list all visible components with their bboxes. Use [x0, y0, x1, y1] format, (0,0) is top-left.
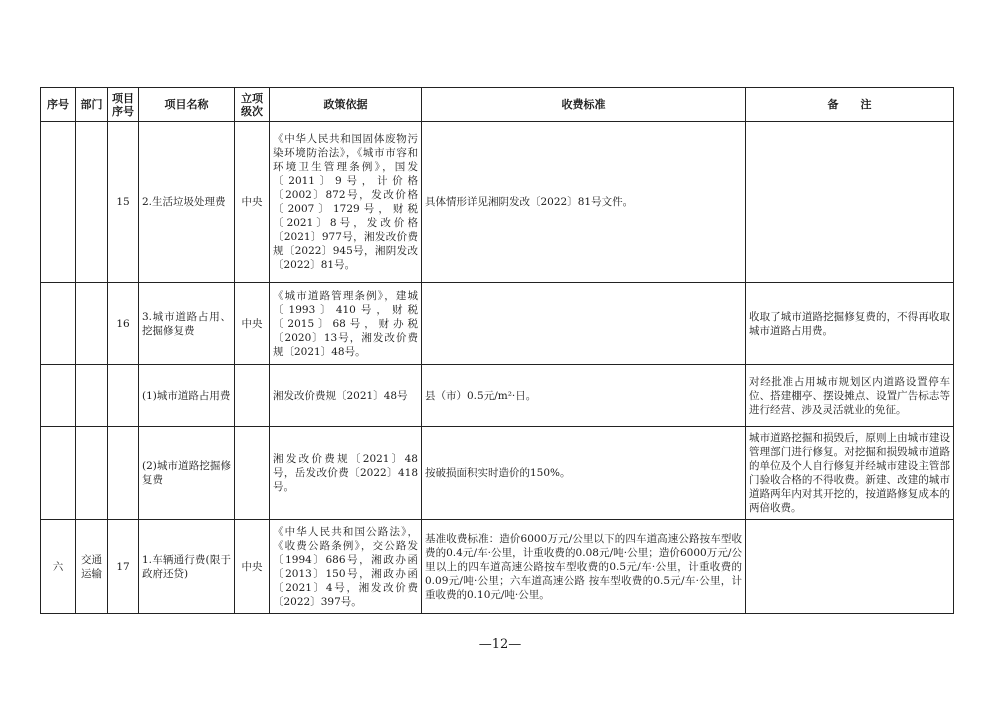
level-cell: [235, 365, 270, 427]
item-name-cell: (2)城市道路挖掘修复费: [139, 427, 235, 520]
remarks-cell: 收取了城市道路挖掘修复费的，不得再收取城市道路占用费。: [746, 283, 954, 365]
policy-cell: 湘发改价费规〔2021〕48号: [270, 365, 422, 427]
item-seq-cell: 16: [108, 283, 139, 365]
table-row: [41, 122, 954, 283]
table-row: [41, 427, 954, 520]
level-cell: 中央: [235, 520, 270, 614]
dept-cell: [76, 427, 108, 520]
remarks-cell: [746, 122, 954, 283]
header-remarks: 备 注: [746, 88, 954, 122]
header-policy: 政策依据: [270, 88, 422, 122]
fee-table: [40, 87, 954, 614]
remarks-cell: 城市道路挖掘和损毁后，原则上由城市建设管理部门进行修复。对挖掘和损毁城市道路的单位及个人自行修复并经城市建设主管部门验收合格的不得收费。新建、改建的城市道路两年内对其开挖的，按道路修复成本的两倍收费。: [746, 427, 954, 520]
item-seq-cell: [108, 427, 139, 520]
standard-cell: [422, 283, 746, 365]
standard-cell: 按破损面积实时造价的150%。: [422, 427, 746, 520]
seq-cell: [41, 283, 76, 365]
policy-cell: 《中华人民共和国公路法》，《收费公路条例》，交公路发〔1994〕686号，湘政办函〔2013〕150号，湘政办函〔2021〕4号，湘发改价费〔2022〕397号。: [270, 520, 422, 614]
level-cell: [235, 427, 270, 520]
level-cell: 中央: [235, 122, 270, 283]
table-row: [41, 520, 954, 614]
header-seq: 序号: [41, 88, 76, 122]
item-seq-cell: [108, 365, 139, 427]
header-level: 立项 级次: [235, 88, 270, 122]
header-standard: 收费标准: [422, 88, 746, 122]
standard-cell: 县（市）0.5元/m²·日。: [422, 365, 746, 427]
remarks-cell: 对经批准占用城市规划区内道路设置停车位、搭建棚亭、摆设摊点、设置广告标志等进行经营、涉及灵活就业的免征。: [746, 365, 954, 427]
header-item-name: 项目名称: [139, 88, 235, 122]
item-seq-cell: 15: [108, 122, 139, 283]
header-row: [41, 88, 954, 122]
header-dept: 部门: [76, 88, 108, 122]
seq-cell: [41, 365, 76, 427]
table-row: [41, 365, 954, 427]
policy-cell: 湘发改价费规〔2021〕48号，岳发改价费〔2022〕418号。: [270, 427, 422, 520]
standard-cell: 具体情形详见湘阴发改〔2022〕81号文件。: [422, 122, 746, 283]
item-name-cell: 2.生活垃圾处理费: [139, 122, 235, 283]
table-row: [41, 283, 954, 365]
item-name-cell: (1)城市道路占用费: [139, 365, 235, 427]
page-number: —12—: [478, 637, 522, 652]
dept-cell: 交通运输: [76, 520, 108, 614]
seq-cell: [41, 122, 76, 283]
seq-cell: 六: [41, 520, 76, 614]
dept-cell: [76, 365, 108, 427]
policy-cell: 《中华人民共和国固体废物污染环境防治法》，《城市市容和环境卫生管理条例》，国发〔2011〕9号，计价格〔2002〕872号，发改价格〔2007〕1729号，财税〔2021〕8号，发改价格〔2021〕977号，湘发改价费规〔2022〕945号，湘阴发改〔2022〕81号。: [270, 122, 422, 283]
remarks-cell: [746, 520, 954, 614]
dept-cell: [76, 122, 108, 283]
standard-cell: 基准收费标准：造价6000万元/公里以下的四车道高速公路按车型收费的0.4元/车·公里，计重收费的0.08元/吨·公里；造价6000万元/公里以上的四车道高速公路按车型收费的0.5元/车·公里，计重收费的0.09元/吨·公里；六车道高速公路 按车型收费的0.5元/车·公里，计重收费的0.10元/吨·公里。: [422, 520, 746, 614]
header-item-seq: 项目 序号: [108, 88, 139, 122]
level-cell: 中央: [235, 283, 270, 365]
item-seq-cell: 17: [108, 520, 139, 614]
policy-cell: 《城市道路管理条例》，建城〔1993〕410号，财税〔2015〕68号，财办税〔2020〕13号，湘发改价费规〔2021〕48号。: [270, 283, 422, 365]
item-name-cell: 1.车辆通行费(限于政府还贷): [139, 520, 235, 614]
seq-cell: [41, 427, 76, 520]
item-name-cell: 3.城市道路占用、挖掘修复费: [139, 283, 235, 365]
dept-cell: [76, 283, 108, 365]
